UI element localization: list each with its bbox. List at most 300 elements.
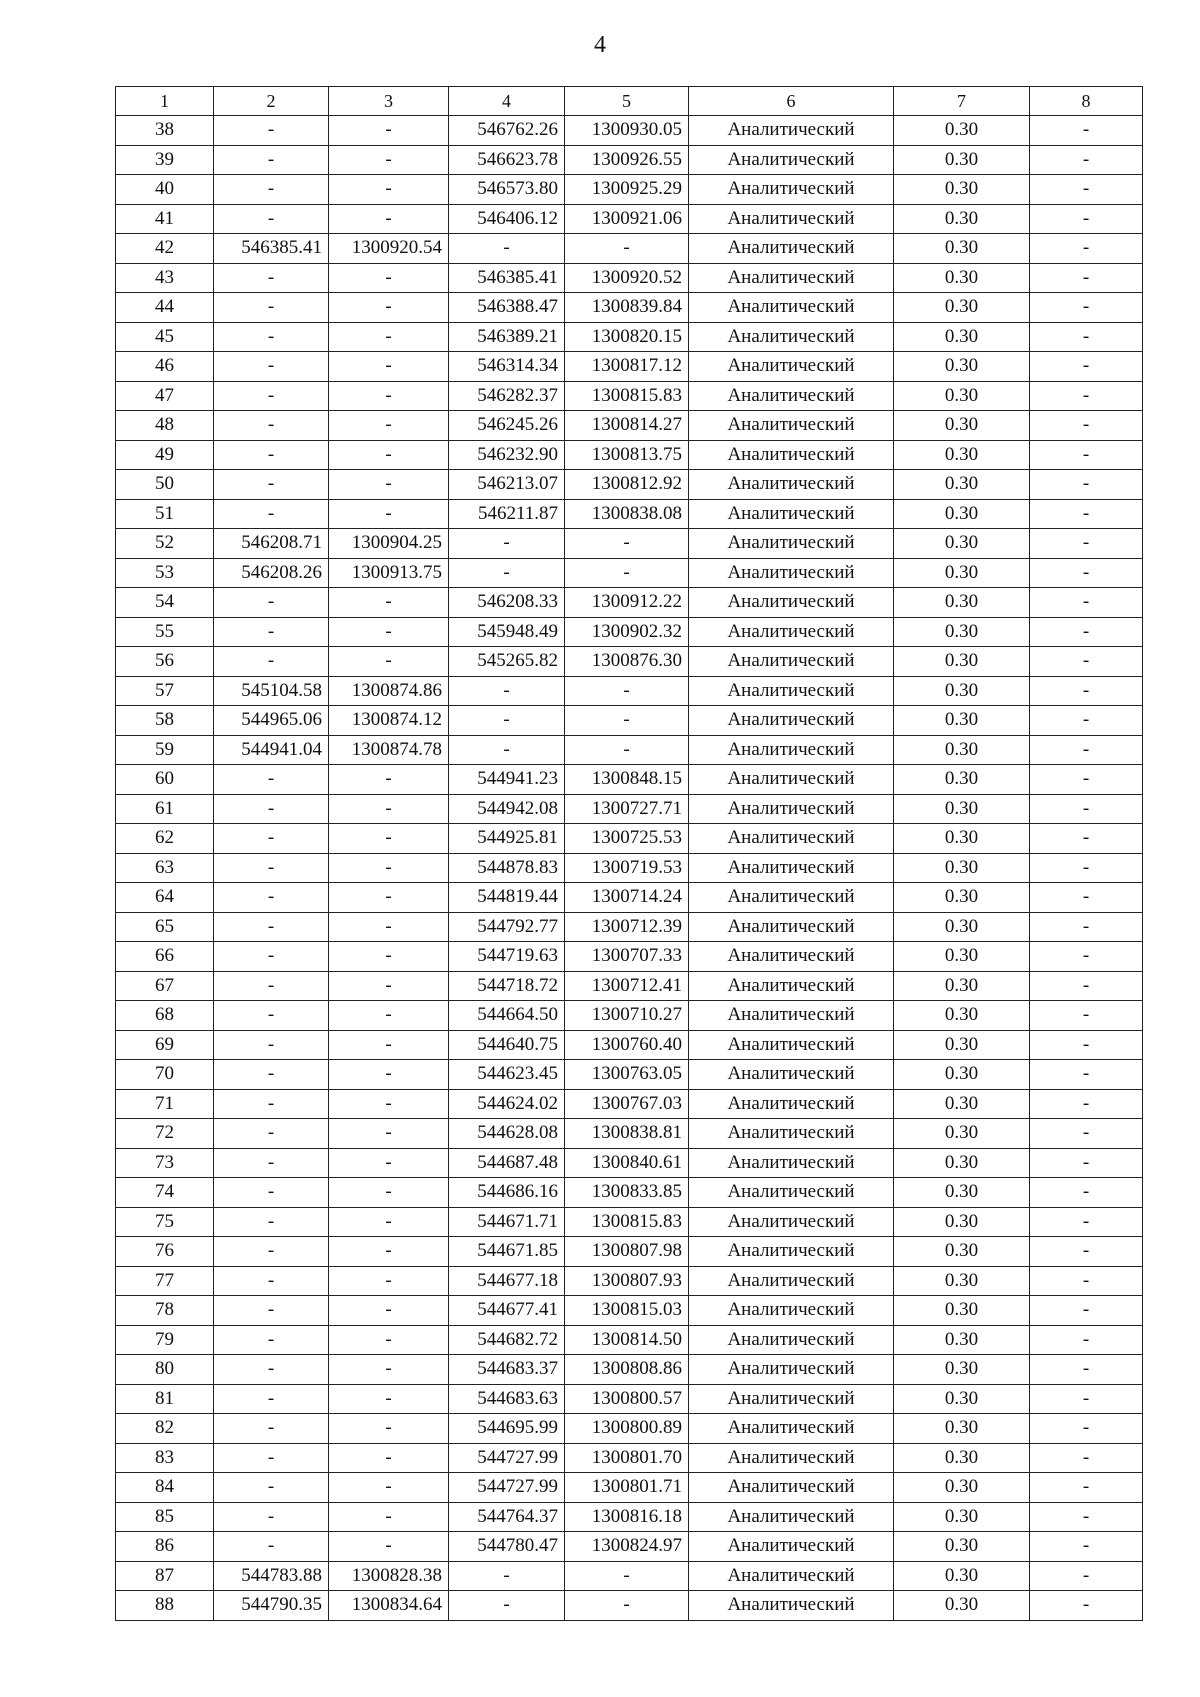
method-cell: Аналитический — [689, 1001, 894, 1031]
description-cell: - — [1030, 1060, 1143, 1090]
description-cell: - — [1030, 1443, 1143, 1473]
y-old-cell: - — [329, 1030, 449, 1060]
coordinates-table — [115, 86, 1143, 1621]
method-cell: Аналитический — [689, 175, 894, 205]
method-cell: Аналитический — [689, 293, 894, 323]
y-old-cell: - — [329, 794, 449, 824]
y-new-cell: - — [565, 558, 689, 588]
y-new-cell: 1300817.12 — [565, 352, 689, 382]
y-new-cell: 1300714.24 — [565, 883, 689, 913]
description-cell: - — [1030, 1148, 1143, 1178]
accuracy-cell: 0.30 — [894, 1266, 1030, 1296]
x-old-cell: 546385.41 — [214, 234, 329, 264]
x-new-cell: 546232.90 — [449, 440, 565, 470]
method-cell: Аналитический — [689, 234, 894, 264]
accuracy-cell: 0.30 — [894, 322, 1030, 352]
y-old-cell: - — [329, 352, 449, 382]
point-number-cell: 62 — [116, 824, 214, 854]
description-cell: - — [1030, 352, 1143, 382]
method-cell: Аналитический — [689, 145, 894, 175]
x-old-cell: - — [214, 293, 329, 323]
description-cell: - — [1030, 175, 1143, 205]
x-old-cell: - — [214, 1001, 329, 1031]
x-old-cell: - — [214, 381, 329, 411]
point-number-cell: 47 — [116, 381, 214, 411]
column-header: 6 — [689, 87, 894, 116]
point-number-cell: 40 — [116, 175, 214, 205]
point-number-cell: 57 — [116, 676, 214, 706]
y-old-cell: - — [329, 883, 449, 913]
method-cell: Аналитический — [689, 1207, 894, 1237]
method-cell: Аналитический — [689, 1355, 894, 1385]
y-new-cell: 1300902.32 — [565, 617, 689, 647]
accuracy-cell: 0.30 — [894, 647, 1030, 677]
table-row — [116, 1178, 1143, 1208]
description-cell: - — [1030, 942, 1143, 972]
x-old-cell: - — [214, 322, 329, 352]
table-row — [116, 145, 1143, 175]
column-header: 2 — [214, 87, 329, 116]
accuracy-cell: 0.30 — [894, 794, 1030, 824]
y-new-cell: 1300807.98 — [565, 1237, 689, 1267]
table-row — [116, 470, 1143, 500]
method-cell: Аналитический — [689, 1060, 894, 1090]
table-row — [116, 1030, 1143, 1060]
x-new-cell: 544719.63 — [449, 942, 565, 972]
accuracy-cell: 0.30 — [894, 116, 1030, 146]
y-old-cell: - — [329, 470, 449, 500]
table-row — [116, 263, 1143, 293]
x-old-cell: - — [214, 1414, 329, 1444]
description-cell: - — [1030, 381, 1143, 411]
x-old-cell: - — [214, 175, 329, 205]
accuracy-cell: 0.30 — [894, 175, 1030, 205]
y-new-cell: 1300820.15 — [565, 322, 689, 352]
description-cell: - — [1030, 293, 1143, 323]
table-row — [116, 1443, 1143, 1473]
point-number-cell: 52 — [116, 529, 214, 559]
accuracy-cell: 0.30 — [894, 145, 1030, 175]
x-new-cell: 546208.33 — [449, 588, 565, 618]
y-new-cell: - — [565, 676, 689, 706]
method-cell: Аналитический — [689, 558, 894, 588]
x-new-cell: 546762.26 — [449, 116, 565, 146]
description-cell: - — [1030, 1355, 1143, 1385]
x-old-cell: - — [214, 1532, 329, 1562]
table-row — [116, 1237, 1143, 1267]
description-cell: - — [1030, 440, 1143, 470]
table-row — [116, 440, 1143, 470]
description-cell: - — [1030, 765, 1143, 795]
point-number-cell: 80 — [116, 1355, 214, 1385]
description-cell: - — [1030, 1266, 1143, 1296]
accuracy-cell: 0.30 — [894, 706, 1030, 736]
x-old-cell: 544783.88 — [214, 1561, 329, 1591]
y-new-cell: 1300813.75 — [565, 440, 689, 470]
point-number-cell: 63 — [116, 853, 214, 883]
x-new-cell: 544925.81 — [449, 824, 565, 854]
accuracy-cell: 0.30 — [894, 1119, 1030, 1149]
x-old-cell: - — [214, 1237, 329, 1267]
description-cell: - — [1030, 1502, 1143, 1532]
description-cell: - — [1030, 617, 1143, 647]
method-cell: Аналитический — [689, 617, 894, 647]
description-cell: - — [1030, 1532, 1143, 1562]
y-new-cell: 1300808.86 — [565, 1355, 689, 1385]
table-body — [116, 116, 1143, 1621]
y-new-cell: 1300848.15 — [565, 765, 689, 795]
table-row — [116, 1148, 1143, 1178]
accuracy-cell: 0.30 — [894, 1089, 1030, 1119]
x-old-cell: - — [214, 470, 329, 500]
y-old-cell: - — [329, 1296, 449, 1326]
point-number-cell: 84 — [116, 1473, 214, 1503]
method-cell: Аналитический — [689, 735, 894, 765]
y-old-cell: - — [329, 617, 449, 647]
y-old-cell: - — [329, 1207, 449, 1237]
description-cell: - — [1030, 322, 1143, 352]
table-row — [116, 1384, 1143, 1414]
table-row — [116, 676, 1143, 706]
y-new-cell: 1300719.53 — [565, 853, 689, 883]
x-old-cell: - — [214, 971, 329, 1001]
method-cell: Аналитический — [689, 263, 894, 293]
x-new-cell: - — [449, 735, 565, 765]
table-row — [116, 853, 1143, 883]
method-cell: Аналитический — [689, 706, 894, 736]
table-row — [116, 1532, 1143, 1562]
y-old-cell: - — [329, 381, 449, 411]
x-new-cell: 544671.71 — [449, 1207, 565, 1237]
point-number-cell: 88 — [116, 1591, 214, 1621]
y-new-cell: 1300727.71 — [565, 794, 689, 824]
table-row — [116, 1591, 1143, 1621]
point-number-cell: 75 — [116, 1207, 214, 1237]
x-new-cell: 546282.37 — [449, 381, 565, 411]
y-new-cell: 1300833.85 — [565, 1178, 689, 1208]
x-old-cell: - — [214, 204, 329, 234]
method-cell: Аналитический — [689, 1591, 894, 1621]
table-row — [116, 234, 1143, 264]
accuracy-cell: 0.30 — [894, 588, 1030, 618]
x-old-cell: - — [214, 853, 329, 883]
x-new-cell: - — [449, 706, 565, 736]
accuracy-cell: 0.30 — [894, 1001, 1030, 1031]
table-row — [116, 883, 1143, 913]
y-new-cell: 1300760.40 — [565, 1030, 689, 1060]
point-number-cell: 77 — [116, 1266, 214, 1296]
x-new-cell: 546388.47 — [449, 293, 565, 323]
accuracy-cell: 0.30 — [894, 883, 1030, 913]
x-new-cell: 544683.63 — [449, 1384, 565, 1414]
point-number-cell: 83 — [116, 1443, 214, 1473]
x-old-cell: - — [214, 942, 329, 972]
y-new-cell: 1300725.53 — [565, 824, 689, 854]
table-row — [116, 735, 1143, 765]
x-new-cell: 544718.72 — [449, 971, 565, 1001]
point-number-cell: 61 — [116, 794, 214, 824]
description-cell: - — [1030, 676, 1143, 706]
point-number-cell: 66 — [116, 942, 214, 972]
description-cell: - — [1030, 706, 1143, 736]
y-new-cell: - — [565, 706, 689, 736]
table-row — [116, 1355, 1143, 1385]
table-row — [116, 411, 1143, 441]
point-number-cell: 71 — [116, 1089, 214, 1119]
y-old-cell: - — [329, 1148, 449, 1178]
description-cell: - — [1030, 912, 1143, 942]
accuracy-cell: 0.30 — [894, 440, 1030, 470]
y-old-cell: - — [329, 1060, 449, 1090]
point-number-cell: 73 — [116, 1148, 214, 1178]
table-row — [116, 1414, 1143, 1444]
method-cell: Аналитический — [689, 1148, 894, 1178]
y-old-cell: 1300874.78 — [329, 735, 449, 765]
method-cell: Аналитический — [689, 1237, 894, 1267]
point-number-cell: 76 — [116, 1237, 214, 1267]
x-new-cell: 544677.41 — [449, 1296, 565, 1326]
x-old-cell: - — [214, 824, 329, 854]
y-new-cell: 1300814.50 — [565, 1325, 689, 1355]
x-new-cell: 544677.18 — [449, 1266, 565, 1296]
point-number-cell: 86 — [116, 1532, 214, 1562]
method-cell: Аналитический — [689, 1532, 894, 1562]
x-new-cell: 544695.99 — [449, 1414, 565, 1444]
y-new-cell: 1300712.41 — [565, 971, 689, 1001]
y-new-cell: 1300712.39 — [565, 912, 689, 942]
y-new-cell: 1300710.27 — [565, 1001, 689, 1031]
description-cell: - — [1030, 735, 1143, 765]
accuracy-cell: 0.30 — [894, 676, 1030, 706]
method-cell: Аналитический — [689, 676, 894, 706]
y-old-cell: - — [329, 263, 449, 293]
y-new-cell: 1300930.05 — [565, 116, 689, 146]
accuracy-cell: 0.30 — [894, 499, 1030, 529]
y-new-cell: 1300876.30 — [565, 647, 689, 677]
point-number-cell: 72 — [116, 1119, 214, 1149]
y-new-cell: 1300812.92 — [565, 470, 689, 500]
y-new-cell: 1300815.83 — [565, 1207, 689, 1237]
method-cell: Аналитический — [689, 204, 894, 234]
method-cell: Аналитический — [689, 1384, 894, 1414]
description-cell: - — [1030, 1325, 1143, 1355]
y-old-cell: - — [329, 322, 449, 352]
description-cell: - — [1030, 1473, 1143, 1503]
x-old-cell: - — [214, 883, 329, 913]
y-old-cell: - — [329, 204, 449, 234]
table-row — [116, 1502, 1143, 1532]
x-old-cell: - — [214, 1296, 329, 1326]
x-new-cell: - — [449, 529, 565, 559]
table-row — [116, 617, 1143, 647]
description-cell: - — [1030, 971, 1143, 1001]
y-new-cell: - — [565, 1561, 689, 1591]
y-new-cell: 1300767.03 — [565, 1089, 689, 1119]
x-new-cell: 546314.34 — [449, 352, 565, 382]
x-old-cell: - — [214, 145, 329, 175]
x-old-cell: - — [214, 1384, 329, 1414]
y-new-cell: 1300800.89 — [565, 1414, 689, 1444]
y-new-cell: 1300815.83 — [565, 381, 689, 411]
x-new-cell: 544624.02 — [449, 1089, 565, 1119]
x-old-cell: - — [214, 411, 329, 441]
table-row — [116, 1119, 1143, 1149]
accuracy-cell: 0.30 — [894, 411, 1030, 441]
method-cell: Аналитический — [689, 470, 894, 500]
x-old-cell: 546208.71 — [214, 529, 329, 559]
accuracy-cell: 0.30 — [894, 470, 1030, 500]
point-number-cell: 42 — [116, 234, 214, 264]
y-old-cell: - — [329, 1178, 449, 1208]
accuracy-cell: 0.30 — [894, 1060, 1030, 1090]
method-cell: Аналитический — [689, 352, 894, 382]
table-row — [116, 1473, 1143, 1503]
x-old-cell: - — [214, 1148, 329, 1178]
method-cell: Аналитический — [689, 942, 894, 972]
y-new-cell: 1300807.93 — [565, 1266, 689, 1296]
y-old-cell: - — [329, 1089, 449, 1119]
x-new-cell: 544664.50 — [449, 1001, 565, 1031]
method-cell: Аналитический — [689, 1325, 894, 1355]
point-number-cell: 60 — [116, 765, 214, 795]
description-cell: - — [1030, 1119, 1143, 1149]
table-row — [116, 1089, 1143, 1119]
description-cell: - — [1030, 647, 1143, 677]
accuracy-cell: 0.30 — [894, 293, 1030, 323]
accuracy-cell: 0.30 — [894, 381, 1030, 411]
y-new-cell: 1300824.97 — [565, 1532, 689, 1562]
y-old-cell: 1300920.54 — [329, 234, 449, 264]
description-cell: - — [1030, 470, 1143, 500]
table-row — [116, 529, 1143, 559]
description-cell: - — [1030, 116, 1143, 146]
method-cell: Аналитический — [689, 824, 894, 854]
x-old-cell: - — [214, 1060, 329, 1090]
method-cell: Аналитический — [689, 411, 894, 441]
description-cell: - — [1030, 204, 1143, 234]
x-old-cell: - — [214, 1502, 329, 1532]
method-cell: Аналитический — [689, 440, 894, 470]
description-cell: - — [1030, 1030, 1143, 1060]
accuracy-cell: 0.30 — [894, 1473, 1030, 1503]
x-new-cell: 544682.72 — [449, 1325, 565, 1355]
x-old-cell: - — [214, 1355, 329, 1385]
method-cell: Аналитический — [689, 883, 894, 913]
description-cell: - — [1030, 411, 1143, 441]
point-number-cell: 39 — [116, 145, 214, 175]
description-cell: - — [1030, 824, 1143, 854]
accuracy-cell: 0.30 — [894, 1384, 1030, 1414]
y-new-cell: 1300839.84 — [565, 293, 689, 323]
accuracy-cell: 0.30 — [894, 735, 1030, 765]
y-new-cell: 1300838.81 — [565, 1119, 689, 1149]
y-old-cell: - — [329, 1532, 449, 1562]
y-new-cell: 1300926.55 — [565, 145, 689, 175]
x-new-cell: 546623.78 — [449, 145, 565, 175]
point-number-cell: 74 — [116, 1178, 214, 1208]
point-number-cell: 87 — [116, 1561, 214, 1591]
point-number-cell: 45 — [116, 322, 214, 352]
x-new-cell: 544727.99 — [449, 1443, 565, 1473]
x-old-cell: - — [214, 499, 329, 529]
y-new-cell: 1300814.27 — [565, 411, 689, 441]
page-number: 4 — [594, 32, 606, 58]
x-new-cell: 546406.12 — [449, 204, 565, 234]
method-cell: Аналитический — [689, 116, 894, 146]
description-cell: - — [1030, 499, 1143, 529]
accuracy-cell: 0.30 — [894, 853, 1030, 883]
accuracy-cell: 0.30 — [894, 617, 1030, 647]
table-row — [116, 1266, 1143, 1296]
method-cell: Аналитический — [689, 1296, 894, 1326]
y-old-cell: 1300913.75 — [329, 558, 449, 588]
column-header: 4 — [449, 87, 565, 116]
method-cell: Аналитический — [689, 765, 894, 795]
column-header: 7 — [894, 87, 1030, 116]
x-new-cell: 544683.37 — [449, 1355, 565, 1385]
point-number-cell: 49 — [116, 440, 214, 470]
y-old-cell: - — [329, 1502, 449, 1532]
x-old-cell: - — [214, 1473, 329, 1503]
x-old-cell: - — [214, 1119, 329, 1149]
x-new-cell: 544623.45 — [449, 1060, 565, 1090]
y-new-cell: 1300925.29 — [565, 175, 689, 205]
point-number-cell: 59 — [116, 735, 214, 765]
method-cell: Аналитический — [689, 1502, 894, 1532]
point-number-cell: 65 — [116, 912, 214, 942]
method-cell: Аналитический — [689, 588, 894, 618]
accuracy-cell: 0.30 — [894, 1591, 1030, 1621]
method-cell: Аналитический — [689, 381, 894, 411]
table-row — [116, 293, 1143, 323]
table-row — [116, 765, 1143, 795]
y-new-cell: - — [565, 735, 689, 765]
table-row — [116, 1207, 1143, 1237]
table-row — [116, 1325, 1143, 1355]
method-cell: Аналитический — [689, 529, 894, 559]
x-new-cell: 546245.26 — [449, 411, 565, 441]
x-old-cell: - — [214, 352, 329, 382]
table-row — [116, 588, 1143, 618]
y-old-cell: - — [329, 116, 449, 146]
y-old-cell: - — [329, 942, 449, 972]
y-old-cell: - — [329, 1473, 449, 1503]
description-cell: - — [1030, 794, 1143, 824]
x-old-cell: 544965.06 — [214, 706, 329, 736]
y-new-cell: 1300707.33 — [565, 942, 689, 972]
y-new-cell: - — [565, 1591, 689, 1621]
method-cell: Аналитический — [689, 1119, 894, 1149]
description-cell: - — [1030, 1414, 1143, 1444]
x-new-cell: - — [449, 1591, 565, 1621]
y-old-cell: - — [329, 647, 449, 677]
method-cell: Аналитический — [689, 322, 894, 352]
x-old-cell: 545104.58 — [214, 676, 329, 706]
y-new-cell: 1300921.06 — [565, 204, 689, 234]
y-old-cell: - — [329, 1414, 449, 1444]
table-row — [116, 971, 1143, 1001]
y-new-cell: 1300815.03 — [565, 1296, 689, 1326]
x-old-cell: - — [214, 116, 329, 146]
x-new-cell: 544780.47 — [449, 1532, 565, 1562]
method-cell: Аналитический — [689, 1414, 894, 1444]
description-cell: - — [1030, 145, 1143, 175]
point-number-cell: 44 — [116, 293, 214, 323]
y-old-cell: - — [329, 145, 449, 175]
x-new-cell: 544687.48 — [449, 1148, 565, 1178]
accuracy-cell: 0.30 — [894, 234, 1030, 264]
method-cell: Аналитический — [689, 647, 894, 677]
